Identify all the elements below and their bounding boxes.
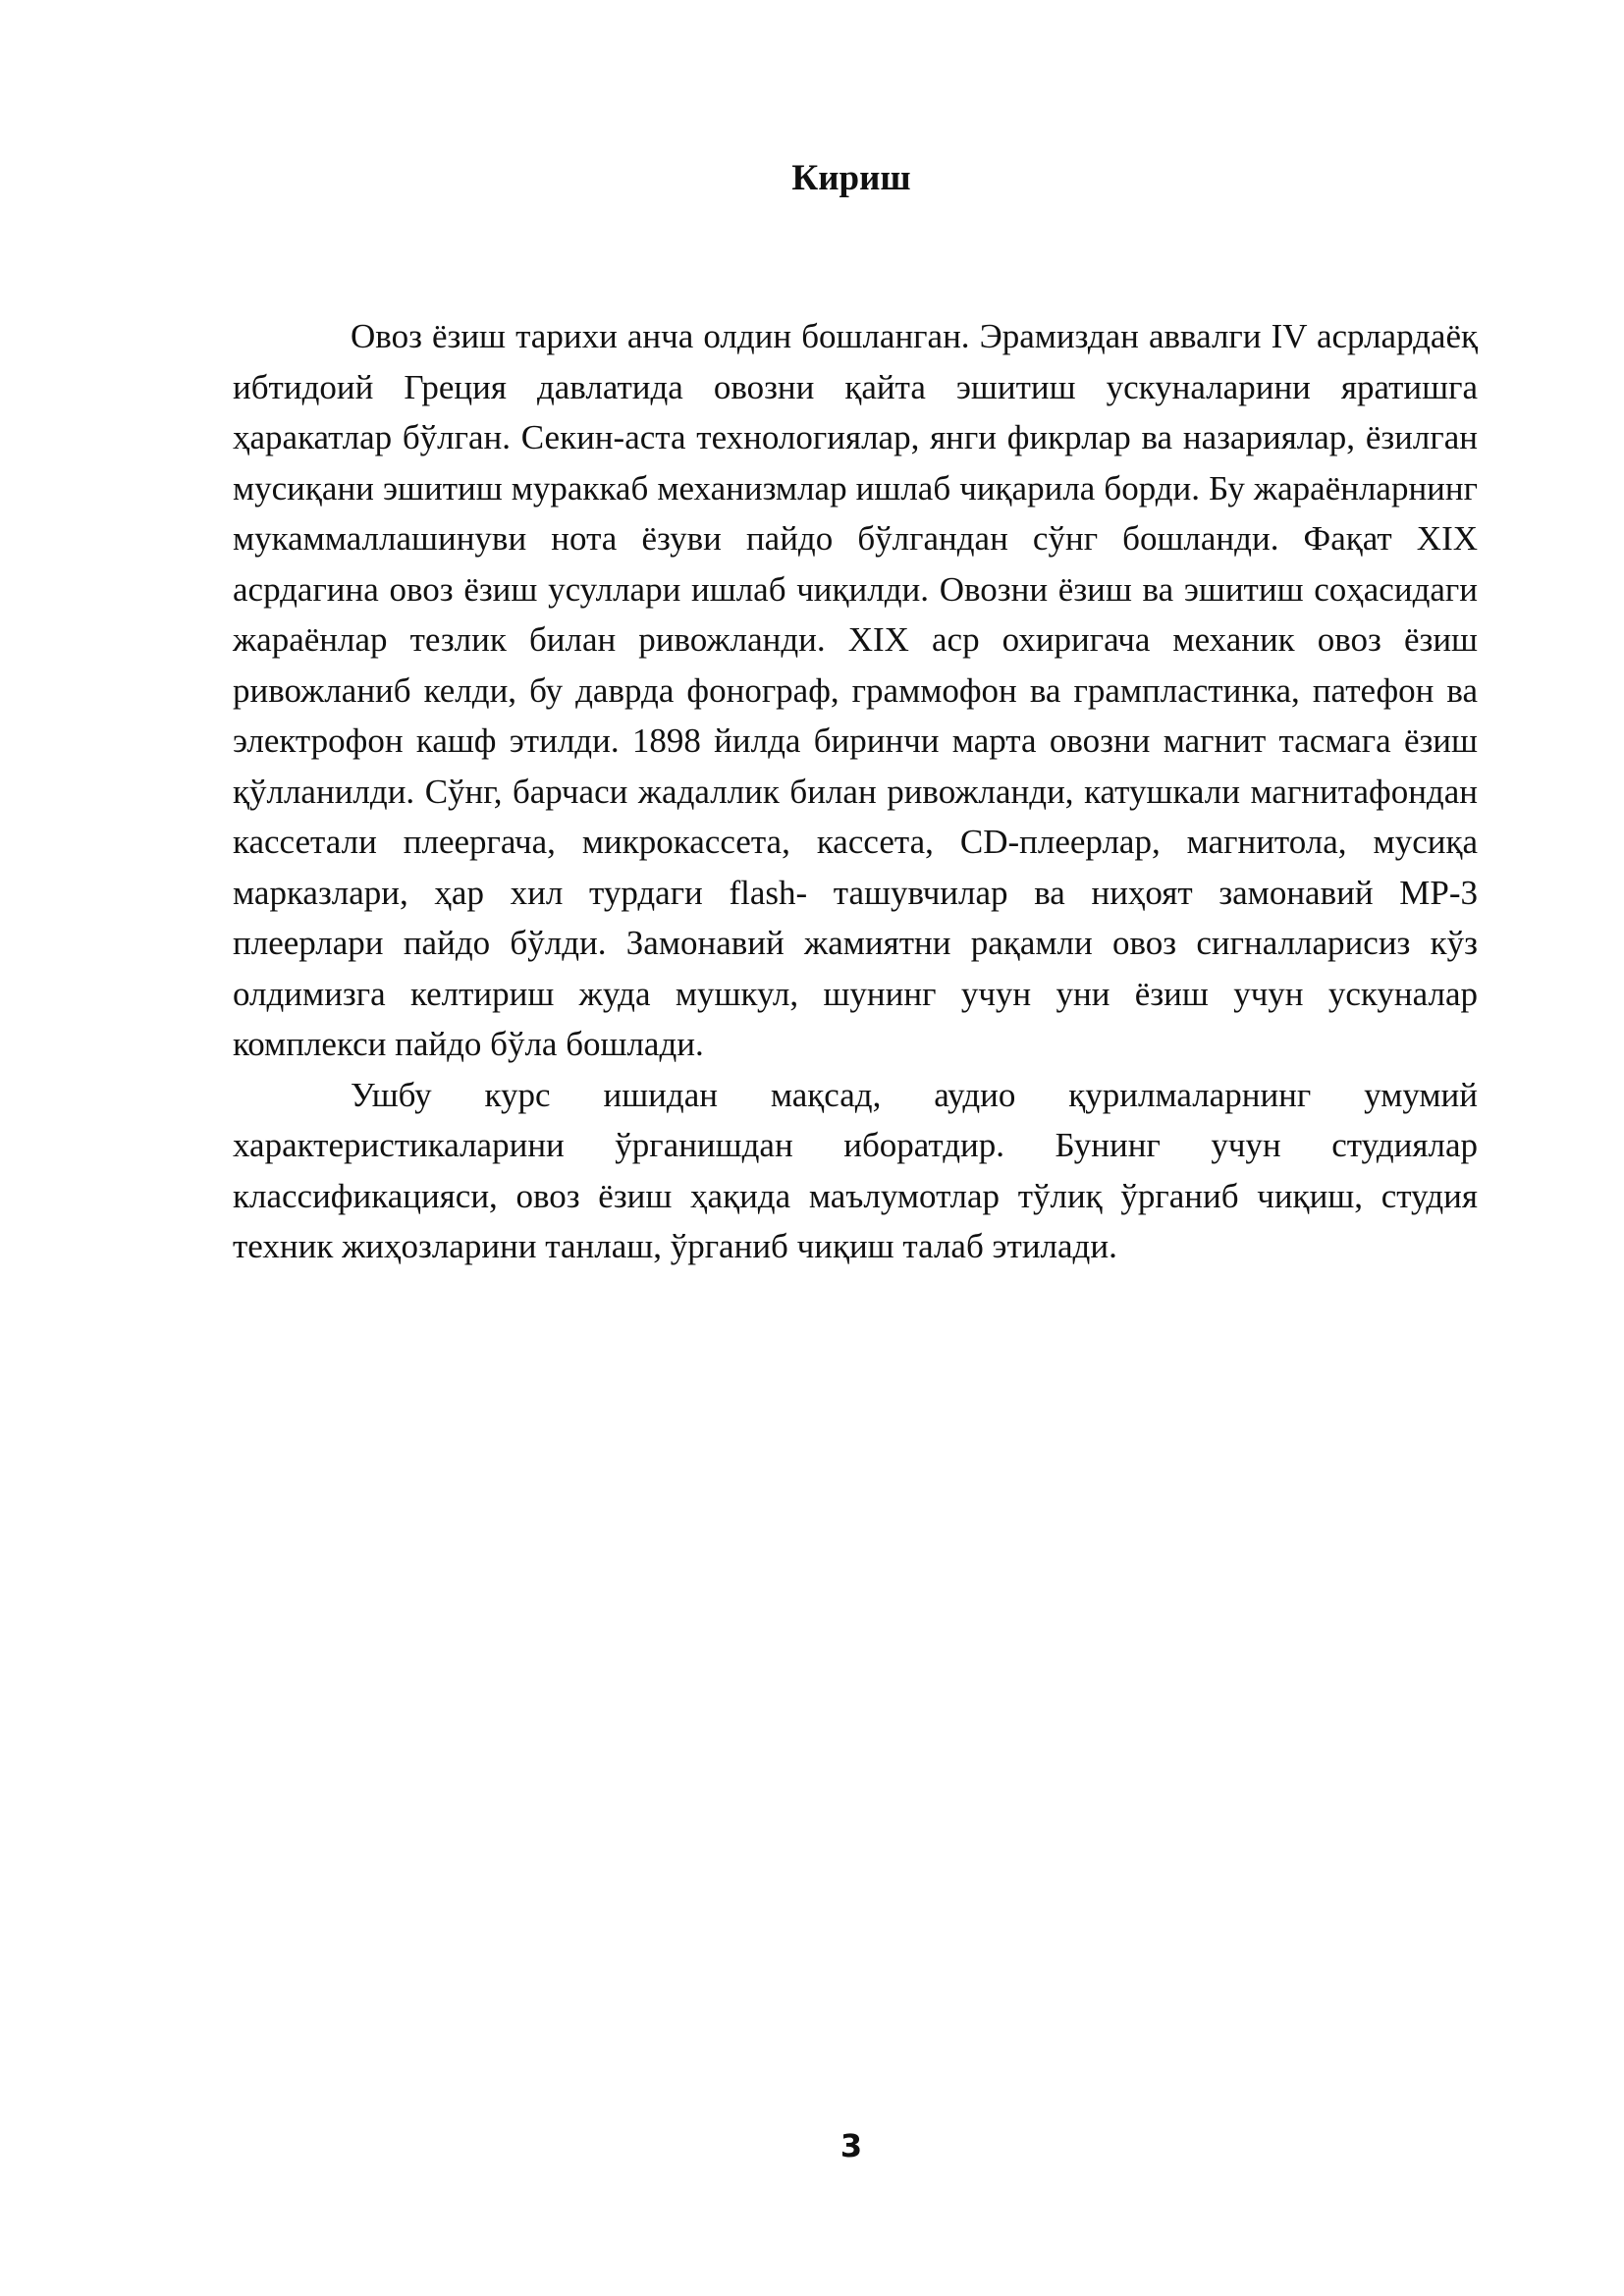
body-text bbox=[233, 311, 1478, 1272]
page-title: Кириш bbox=[791, 158, 911, 198]
paragraph-2: Ушбу курс ишидан мақсад, аудио қурилмаларнинг умумий характеристикаларини ўрганишдан иборатдир. Бунинг учун студиялар классификацияси, овоз ёзиш ҳақида маълумотлар тўлиқ ўрганиб чиқиш, студия техник жиҳозларини танлаш, ўрганиб чиқиш талаб этилади. bbox=[233, 1075, 1478, 1265]
page-number: 3 bbox=[839, 2127, 863, 2164]
paragraph-1: Овоз ёзиш тарихи анча олдин бошланган. Эрамиздан аввалги IV асрлардаёқ ибтидоий Греция давлатида овозни қайта эшитиш ускуналарини яратишга ҳаракатлар бўлган. Секин-аста технологиялар, янги фикрлар ва назариялар, ёзилган мусиқани эшитиш мураккаб механизмлар ишлаб чиқарила борди. Бу жараёнларнинг мукаммаллашинуви нота ёзуви пайдо бўлгандан сўнг бошланди. Фақат XIX асрдагина овоз ёзиш усуллари ишлаб чиқилди. Овозни ёзиш ва эшитиш соҳасидаги жараёнлар тезлик билан ривожланди. XIX аср охиригача механик овоз ёзиш ривожланиб келди, бу даврда фонограф, граммофон ва грампластинка, патефон ва электрофон кашф этилди. 1898 йилда биринчи марта овозни магнит тасмага ёзиш қўлланилди. Сўнг, барчаси жадаллик билан ривожланди, катушкали магнитафондан кассетали плеергача, микрокассета, кассета, CD-плеерлар, магнитола, мусиқа марказлари, ҳар хил турдаги flash- ташувчилар ва ниҳоят замонавий MP-3 плеерлари пайдо бўлди. Замонавий жамиятни рақамли овоз сигналларисиз кўз олдимизга келтириш жуда мушкул, шунинг учун уни ёзиш учун ускуналар комплекси пайдо бўла бошлади. bbox=[233, 317, 1478, 1063]
